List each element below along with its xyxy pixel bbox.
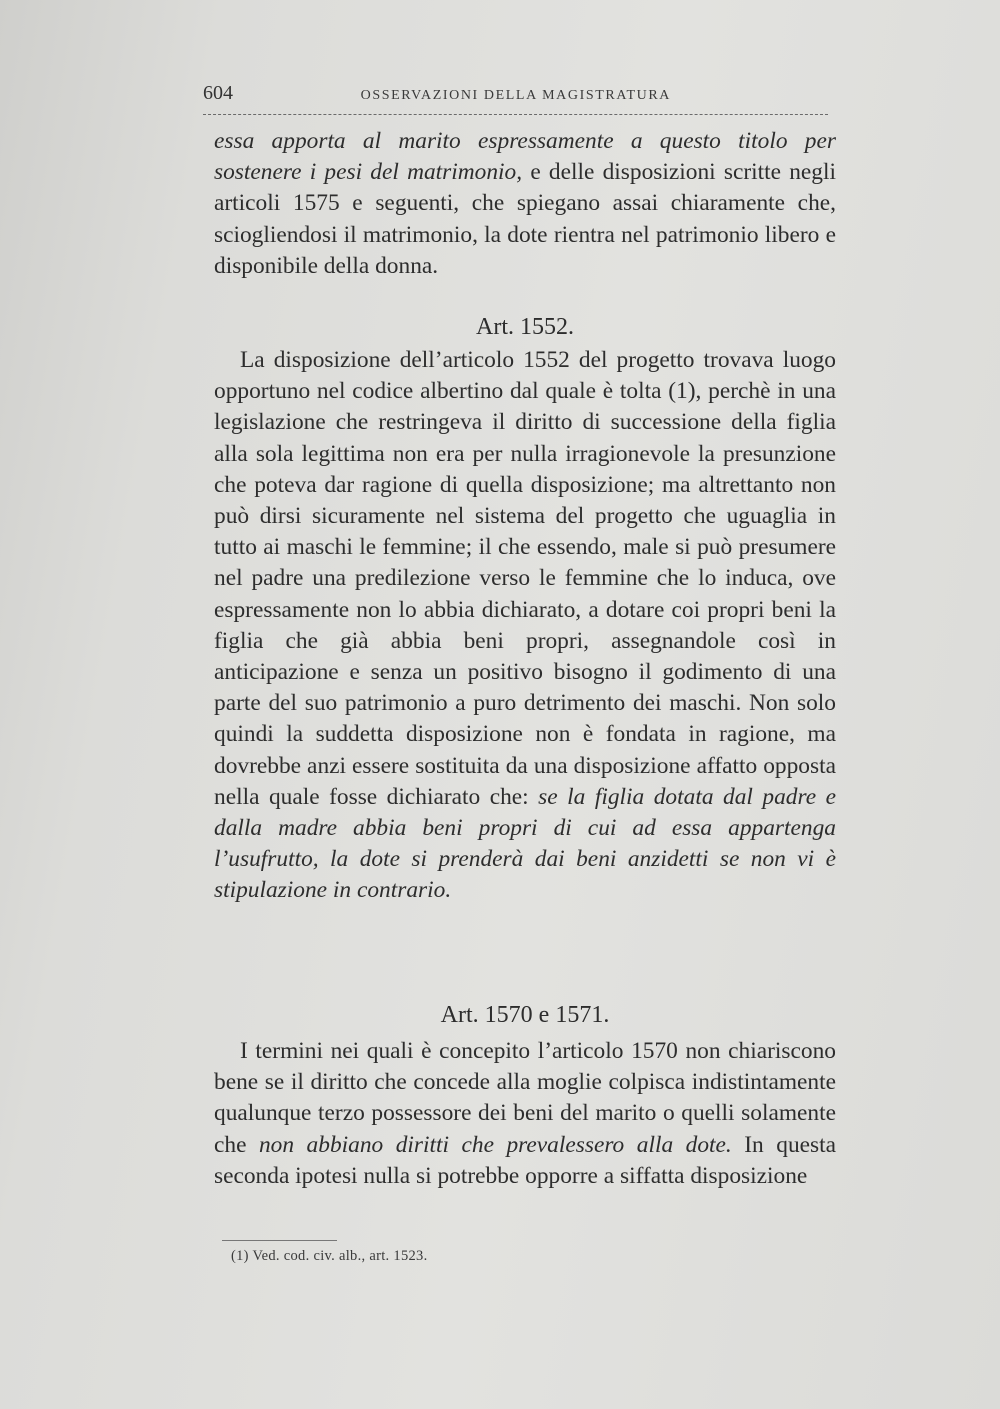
section-heading-art-1570-1571: Art. 1570 e 1571.	[440, 1002, 610, 1028]
page-number: 604	[203, 82, 233, 104]
footnote: (1) Ved. cod. civ. alb., art. 1523.	[231, 1248, 428, 1264]
paragraph-text: e delle disposizioni scritte negli articoli 1575 e seguenti, che spiegano assai chiaramente che, sciogliendosi il matrimonio, la dote rientra nel patrimonio libero e disponibile della donna.	[214, 159, 836, 279]
section-1570-italic-text: non abbiano diritti che prevalessero alla dote.	[258, 1131, 732, 1158]
section-1552-text: La disposizione dell’articolo 1552 del progetto trovava luogo opportuno nel codice albertino dal quale è tolta (1), perchè in una legislazione che restringeva il diritto di successione della figlia alla sola legittima non era per nulla irragionevole la presunzione che poteva dar ragione di quella disposizione; ma altrettanto non può dirsi sicuramente nel sistema del progetto che uguaglia in tutto ai maschi le femmine; il che essendo, male si può presumere nel padre una predilezione verso le femmine che lo induca, ove espressamente non lo abbia dichiarato, a dotare coi propri beni la figlia che già abbia beni propri, assegnandole così in anticipazione e senza un positivo bisogno il godimento di una parte del suo patrimonio a puro detrimento dei maschi. Non solo quindi la suddetta disposizione non è fondata in ragione, ma dovrebbe anzi essere sostituita da una disposizione affatto opposta nella quale fosse dichiarato che:	[214, 347, 836, 810]
paragraph-italic-text: essa apporta al marito espressamente a questo titolo per sostenere i pesi del matrimonio,	[214, 128, 836, 186]
section-heading-art-1552: Art. 1552.	[476, 314, 574, 340]
footnote-rule	[222, 1240, 337, 1241]
paragraph-continuation	[214, 126, 836, 282]
section-1570-body	[214, 1036, 836, 1192]
running-title: OSSERVAZIONI DELLA MAGISTRATURA	[360, 88, 671, 103]
section-1552-body	[214, 345, 836, 907]
header-rule	[203, 114, 828, 115]
running-head	[203, 82, 831, 110]
section-1552-italic-text: se la figlia dotata dal padre e dalla madre abbia beni propri di cui ad essa appartenga l’usufrutto, la dote si prenderà dai beni anzidetti se non vi è stipulazione in contrario.	[214, 783, 836, 904]
section-1570-text-end: In questa seconda ipotesi nulla si potrebbe opporre a siffatta disposizione	[214, 1131, 837, 1189]
section-1570-text: I termini nei quali è concepito l’articolo 1570 non chiariscono bene se il diritto che concede alla moglie colpisca indistintamente qualunque terzo possessore dei beni del marito o quelli solamente che	[214, 1038, 836, 1158]
